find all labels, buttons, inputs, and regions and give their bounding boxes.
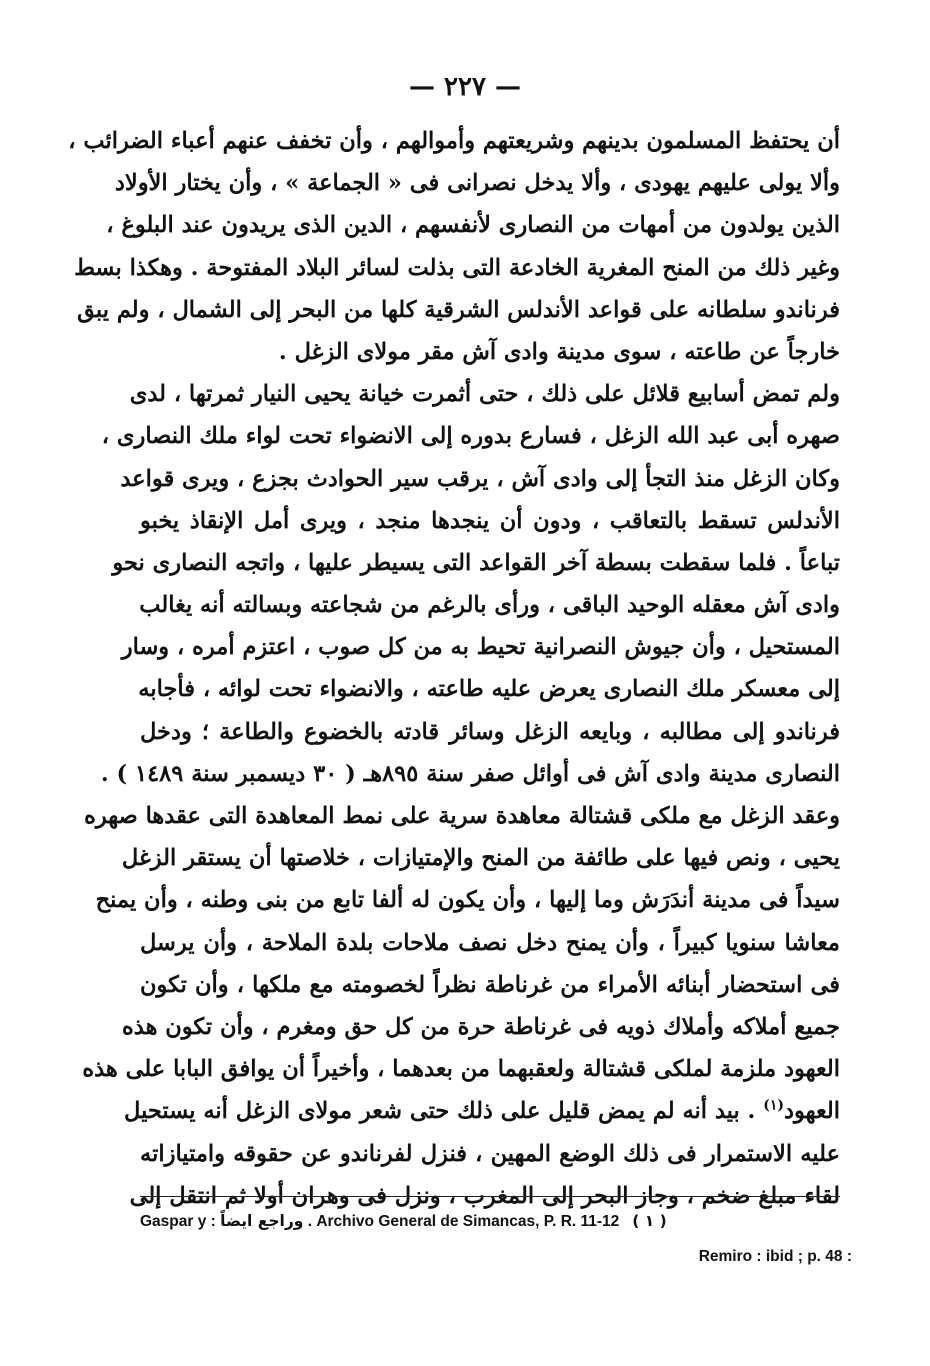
text-line: إلى معسكر ملك النصارى يعرض عليه طاعته ، والانضواء تحت لوائه ، فأجابه (138, 676, 840, 703)
text-segment: . بيد أنه لم يمض قليل على ذلك حتى شعر مولاى الزغل أنه يستحيل (124, 1098, 756, 1125)
text-line: وادى آش معقله الوحيد الباقى ، ورأى بالرغم من شجاعته وبسالته أنه يغالب (139, 592, 840, 619)
text-line: أن يحتفظ المسلمون بدينهم وشريعتهم وأموالهم ، وأن تخفف عنهم أعباء الضرائب ، (68, 128, 840, 154)
text-line: يحيى ، ونص فيها على طائفة من المنح والإمتيازات ، خلاصتها أن يستقر الزغل (121, 845, 840, 872)
text-line: وعقد الزغل مع ملكى قشتالة معاهدة سرية على نمط المعاهدة التى عقدها صهره (84, 803, 840, 829)
footnote-number: ( ١ ) (632, 1212, 667, 1230)
text-line: وغير ذلك من المنح المغرية الخادعة التى بذلت لسائر البلاد المفتوحة . وهكذا بسط (74, 254, 840, 281)
text-line: وألا يولى عليهم يهودى ، وألا يدخل نصرانى فى « الجماعة » ، وأن يختار الأولاد (114, 170, 840, 197)
footnote-1 (140, 1212, 852, 1231)
footnote-source: . Archivo General de Simancas, P. R. 11-12 (307, 1213, 620, 1230)
text-line: سيداً فى مدينة أندَرَش وما إليها ، وأن يكون له ألفا تابع من بنى وطنه ، وأن يمنح (95, 887, 840, 914)
text-line: عليه الاستمرار فى ذلك الوضع المهين ، فنزل لفرناندو عن حقوقه وامتيازاته (140, 1140, 840, 1167)
text-line: الأندلس تسقط بالتعاقب ، ودون أن ينجدها منجد ، ويرى أمل الإنقاذ يخبو (140, 507, 840, 534)
text-line: جميع أملاكه وأملاك ذويه فى غرناطة حرة من كل حق ومغرم ، وأن تكون هذه (121, 1013, 840, 1040)
text-line: لقاء مبلغ ضخم ، وجاز البحر إلى المغرب ، ونزل فى وهران أولا ثم انتقل إلى (129, 1182, 840, 1209)
text-line: فى استحضار أبنائه الأمراء من غرناطة نظراً لخصومته مع ملكها ، وأن تكون (140, 971, 840, 998)
text-line: فرناندو سلطانه على قواعد الأندلس الشرقية كلها من البحر إلى الشمال ، ولم يبق (77, 296, 840, 323)
footnote-arabic-ref: وراجع ايضاً (220, 1212, 304, 1230)
text-line: وكان الزغل منذ التجأ إلى وادى آش ، يرقب سير الحوادث بجزع ، ويرى قواعد (120, 465, 840, 492)
text-segment: العهود (784, 1098, 840, 1125)
text-line: الذين يولدون من أمهات من النصارى لأنفسهم ، الدين الذى يريدون عند البلوغ ، (106, 212, 840, 239)
text-line: تباعاً . فلما سقطت بسطة آخر القواعد التى يسيطر عليها ، واتجه النصارى نحو (112, 549, 840, 576)
footnote-divider (140, 1196, 840, 1197)
footnote-marker: (١) (763, 1097, 785, 1114)
text-line: ولم تمض أسابيع قلائل على ذلك ، حتى أثمرت خيانة يحيى النيار ثمرتها ، لدى (129, 381, 840, 408)
text-line (124, 1090, 840, 1132)
text-line: صهره أبى عبد الله الزغل ، فسارع بدوره إلى الانضواء تحت لواء ملك النصارى ، (101, 423, 840, 450)
text-line: العهود ملزمة لملكى قشتالة ولعقبهما من بعدهما ، وأخيراً أن يوافق البابا على هذه (82, 1056, 840, 1083)
body-text (68, 120, 840, 1217)
text-line: معاشا سنويا كبيراً ، وأن يمنح دخل نصف ملاحات بلدة الملاحة ، وأن يرسل (140, 929, 840, 956)
page-number: — ٢٢٧ — (408, 72, 522, 102)
text-line: النصارى مدينة وادى آش فى أوائل صفر سنة ٨٩٥هـ ( ٣٠ ديسمبر سنة ١٤٨٩ ) . (100, 760, 840, 787)
footnote-author: Gaspar y : (140, 1213, 216, 1230)
text-line: المستحيل ، وأن جيوش النصرانية تحيط به من كل صوب ، اعتزم أمره ، وسار (121, 634, 840, 661)
footnote-1-continued: Remiro : ibid ; p. 48 : (698, 1248, 852, 1265)
text-line: خارجاً عن طاعته ، سوى مدينة وادى آش مقر مولاى الزغل . (278, 338, 840, 365)
text-line: فرناندو إلى مطالبه ، وبايعه الزغل وسائر قادته بالخضوع والطاعة ؛ ودخل (140, 718, 840, 745)
